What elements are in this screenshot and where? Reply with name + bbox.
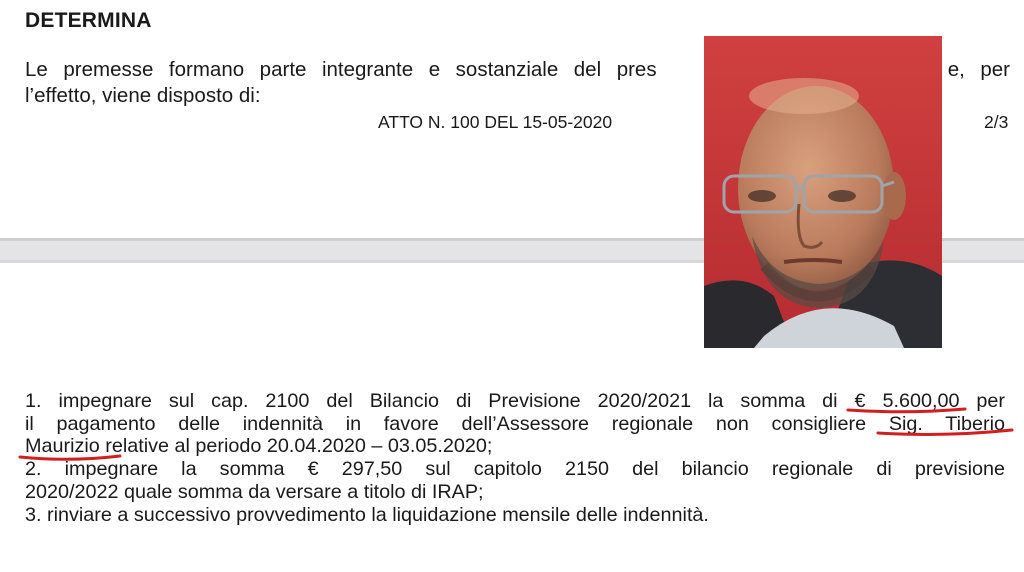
premesse-line-1-text: Le premesse formano parte integrante e sostanziale del pres	[25, 58, 657, 81]
document-heading: DETERMINA	[25, 9, 152, 32]
item-3-line-1: 3. rinviare a successivo provvedimento la liquidazione mensile delle indennità.	[25, 503, 709, 526]
portrait-illustration	[704, 36, 942, 348]
item-1-line-1: 1. impegnare sul cap. 2100 del Bilancio di Previsione 2020/2021 la somma di € 5.600,00 per	[25, 390, 1005, 412]
portrait-photo	[704, 36, 942, 348]
item-1-line-3: Maurizio relative al periodo 20.04.2020 – 03.05.2020;	[25, 435, 493, 458]
item-2-line-2: 2020/2022 quale somma da versare a titolo di IRAP;	[25, 480, 484, 503]
page-number: 2/3	[984, 112, 1009, 132]
premesse-line-2: l’effetto, viene disposto di:	[25, 84, 261, 107]
premesse-line-1-tail: e, per	[947, 58, 1010, 81]
item-2-line-1: 2. impegnare la somma € 297,50 sul capitolo 2150 del bilancio regionale di previsione	[25, 458, 1005, 481]
disposition-list	[25, 390, 1005, 526]
atto-reference: ATTO N. 100 DEL 15-05-2020	[378, 112, 613, 132]
item-1-line-2: il pagamento delle indennità in favore dell’Assessore regionale non consigliere Sig. Tiberio	[25, 412, 1005, 435]
